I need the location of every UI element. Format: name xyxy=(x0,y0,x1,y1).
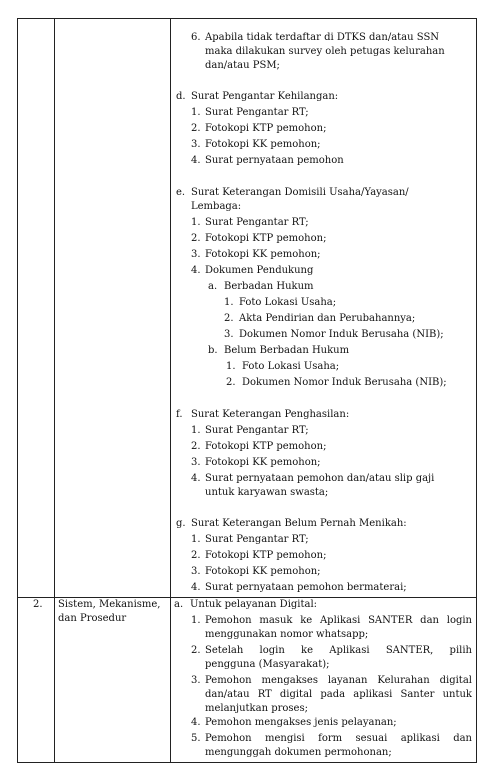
list-number: 2. xyxy=(191,123,201,134)
list-number: 4. xyxy=(191,717,201,728)
list-text: dan/atau PSM; xyxy=(205,60,280,71)
row-label: Sistem, Mekanisme, xyxy=(58,599,161,610)
table-border-bottom xyxy=(17,762,477,763)
list-text: Foto Lokasi Usaha; xyxy=(239,297,337,308)
sub-letter: a. xyxy=(208,281,218,292)
step-text: dan/atau RT digital pada aplikasi Santer untuk xyxy=(205,689,472,700)
step-text: mengunggah dokumen permohonan; xyxy=(205,747,392,758)
row-number: 2. xyxy=(33,599,43,610)
list-text: Surat Pengantar RT; xyxy=(205,107,309,118)
list-number: 3. xyxy=(224,329,234,340)
step-text: Setelah login ke Aplikasi SANTER, pilih xyxy=(205,645,472,656)
list-number: 4. xyxy=(191,155,201,166)
list-number: 1. xyxy=(191,217,201,228)
list-number: 1. xyxy=(191,534,201,545)
list-text: Fotokopi KK pemohon; xyxy=(205,566,321,577)
list-number: 3. xyxy=(191,675,201,686)
list-number: 4. xyxy=(191,473,201,484)
list-text: Fotokopi KTP pemohon; xyxy=(205,441,327,452)
section-letter: g. xyxy=(176,518,186,529)
step-text: pengguna (Masyarakat); xyxy=(205,659,330,670)
table-border-col2 xyxy=(170,18,171,763)
table-border-right xyxy=(476,18,477,763)
list-number: 5. xyxy=(191,733,201,744)
step-text: Pemohon mengakses jenis pelayanan; xyxy=(205,717,397,728)
list-number: 1. xyxy=(224,297,234,308)
list-number: 1. xyxy=(191,107,201,118)
row-divider xyxy=(17,597,477,598)
list-number: 2. xyxy=(191,550,201,561)
list-text: Akta Pendirian dan Perubahannya; xyxy=(239,313,416,324)
step-text: Pemohon masuk ke Aplikasi SANTER dan login xyxy=(205,615,472,626)
list-text: Fotokopi KTP pemohon; xyxy=(205,233,327,244)
list-text: Dokumen Nomor Induk Berusaha (NIB); xyxy=(239,329,444,340)
section-title: Surat Keterangan Belum Pernah Menikah: xyxy=(191,518,407,529)
section-letter: e. xyxy=(176,187,186,198)
list-number: 3. xyxy=(191,566,201,577)
section-title: Surat Pengantar Kehilangan: xyxy=(191,91,339,102)
list-number: 1. xyxy=(226,361,236,372)
list-number: 2. xyxy=(191,233,201,244)
list-text: Surat Pengantar RT; xyxy=(205,217,309,228)
list-number: 1. xyxy=(191,425,201,436)
list-text: Surat pernyataan pemohon bermaterai; xyxy=(205,582,407,593)
list-text: Dokumen Nomor Induk Berusaha (NIB); xyxy=(242,377,447,388)
list-number: 2. xyxy=(226,377,236,388)
list-text: Fotokopi KTP pemohon; xyxy=(205,550,327,561)
list-number: 1. xyxy=(191,615,201,626)
section-title: Lembaga: xyxy=(191,201,242,212)
list-text: Surat Pengantar RT; xyxy=(205,534,309,545)
table-border-top xyxy=(17,18,477,19)
list-number: 2. xyxy=(191,645,201,656)
section-letter: f. xyxy=(176,409,183,420)
section-title: Surat Keterangan Domisili Usaha/Yayasan/ xyxy=(191,187,409,198)
list-text: untuk karyawan swasta; xyxy=(205,487,329,498)
list-text: maka dilakukan survey oleh petugas kelurahan xyxy=(205,46,445,57)
step-text: menggunakan nomor whatsapp; xyxy=(205,629,369,640)
sub-title: Berbadan Hukum xyxy=(224,281,314,292)
list-text: Fotokopi KTP pemohon; xyxy=(205,123,327,134)
table-border-col1 xyxy=(54,18,55,763)
step-text: Pemohon mengakses layanan Kelurahan digital xyxy=(205,675,472,686)
list-number: 2. xyxy=(191,441,201,452)
list-text: Surat pernyataan pemohon dan/atau slip gaji xyxy=(205,473,435,484)
table-border-left xyxy=(17,18,18,763)
step-text: melanjutkan proses; xyxy=(205,703,308,714)
list-number: 3. xyxy=(191,457,201,468)
list-number: 4. xyxy=(191,582,201,593)
row-label: dan Prosedur xyxy=(58,613,127,624)
section-title: Untuk pelayanan Digital: xyxy=(190,599,318,610)
step-text: Pemohon mengisi form sesuai aplikasi dan xyxy=(205,733,472,744)
list-text: Surat Pengantar RT; xyxy=(205,425,309,436)
list-text: Dokumen Pendukung xyxy=(205,265,314,276)
list-text: Fotokopi KK pemohon; xyxy=(205,457,321,468)
list-text: Foto Lokasi Usaha; xyxy=(242,361,340,372)
sub-letter: b. xyxy=(208,345,218,356)
list-number: 2. xyxy=(224,313,234,324)
list-number: 3. xyxy=(191,249,201,260)
list-text: Fotokopi KK pemohon; xyxy=(205,139,321,150)
section-title: Surat Keterangan Penghasilan: xyxy=(191,409,350,420)
sub-title: Belum Berbadan Hukum xyxy=(224,345,350,356)
list-text: Apabila tidak terdaftar di DTKS dan/atau SSN xyxy=(205,32,440,43)
list-number: 3. xyxy=(191,139,201,150)
list-text: Surat pernyataan pemohon xyxy=(205,155,344,166)
list-text: Fotokopi KK pemohon; xyxy=(205,249,321,260)
section-letter: d. xyxy=(176,91,186,102)
list-number: 4. xyxy=(191,265,201,276)
section-letter: a. xyxy=(174,599,184,610)
list-number: 6. xyxy=(191,32,201,43)
